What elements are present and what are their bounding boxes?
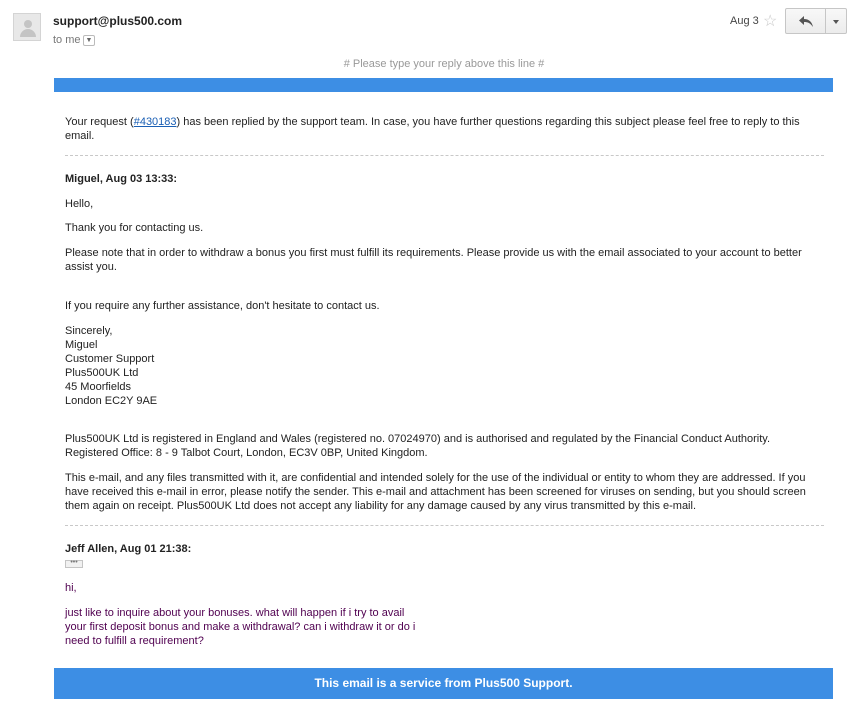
signature-line: Miguel [65, 339, 98, 351]
quoted-body [65, 606, 815, 648]
signature-line: London EC2Y 9AE [65, 395, 158, 407]
intro-suffix: ) has been replied by the support team. In case, you have further questions regarding this subject please feel free to reply to this email. [65, 116, 800, 142]
intro-prefix: Your request ( [65, 116, 134, 128]
quoted-line: need to fulfill a requirement? [65, 635, 204, 647]
reply-button[interactable] [785, 8, 826, 34]
signature-line: 45 Moorfields [65, 381, 132, 393]
message-assist: If you require any further assistance, don't hesitate to contact us. [65, 300, 380, 312]
quoted-line: your first deposit bonus and make a withdrawal? can i withdraw it or do i [65, 621, 416, 633]
message-greeting: Hello, [65, 198, 94, 210]
reply-icon [799, 16, 813, 27]
quoted-greeting: hi, [65, 582, 77, 594]
recipient-label: to me [53, 34, 81, 46]
divider [65, 525, 824, 526]
quoted-author: Jeff Allen, Aug 01 21:38: [65, 543, 192, 555]
signature-line: Sincerely, [65, 325, 113, 337]
ticket-link[interactable]: #430183 [133, 116, 177, 128]
quoted-line: just like to inquire about your bonuses. what will happen if i try to avail [65, 607, 405, 619]
intro-text [65, 115, 815, 143]
email-date: Aug 3 [730, 15, 759, 27]
show-trimmed-content-button[interactable]: ••• [65, 560, 83, 568]
reply-instruction: # Please type your reply above this line # [343, 58, 545, 70]
message-thanks: Thank you for contacting us. [65, 222, 204, 234]
signature-block [65, 324, 815, 408]
star-icon[interactable]: ☆ [763, 13, 778, 30]
more-options-button[interactable] [825, 8, 847, 34]
message-author: Miguel, Aug 03 13:33: [65, 173, 178, 185]
recipient-details-chevron-icon[interactable]: ▼ [83, 35, 95, 46]
divider [65, 155, 824, 156]
confidentiality-disclaimer: This e-mail, and any files transmitted with it, are confidential and intended solely for the use of the individual or entity to whom they are addressed. If you have received this e-mail in error, please notify the sender. This e-mail and attachment has been screened for viruses on sending, but you should screen them again on receipt. Plus500UK Ltd does not accept any liability for any damage caused by any virus transmitted by this e-mail. [65, 472, 806, 512]
sender-avatar-icon [13, 13, 41, 41]
sender-address[interactable]: support@plus500.com [53, 14, 183, 28]
signature-line: Customer Support [65, 353, 155, 365]
email-header [0, 0, 854, 56]
message-body: Please note that in order to withdraw a bonus you first must fulfill its requirements. Please provide us with the email associated to your account to better assist you. [65, 247, 802, 273]
header-accent-bar [54, 78, 833, 92]
footer-banner: This email is a service from Plus500 Support. [54, 668, 833, 699]
chevron-down-icon [833, 20, 839, 24]
registration-notice: Plus500UK Ltd is registered in England and Wales (registered no. 07024970) and is authorised and regulated by the Financial Conduct Authority. Registered Office: 8 - 9 Talbot Court, London, EC3V 0BP, United Kingdom. [65, 433, 771, 459]
signature-line: Plus500UK Ltd [65, 367, 139, 379]
